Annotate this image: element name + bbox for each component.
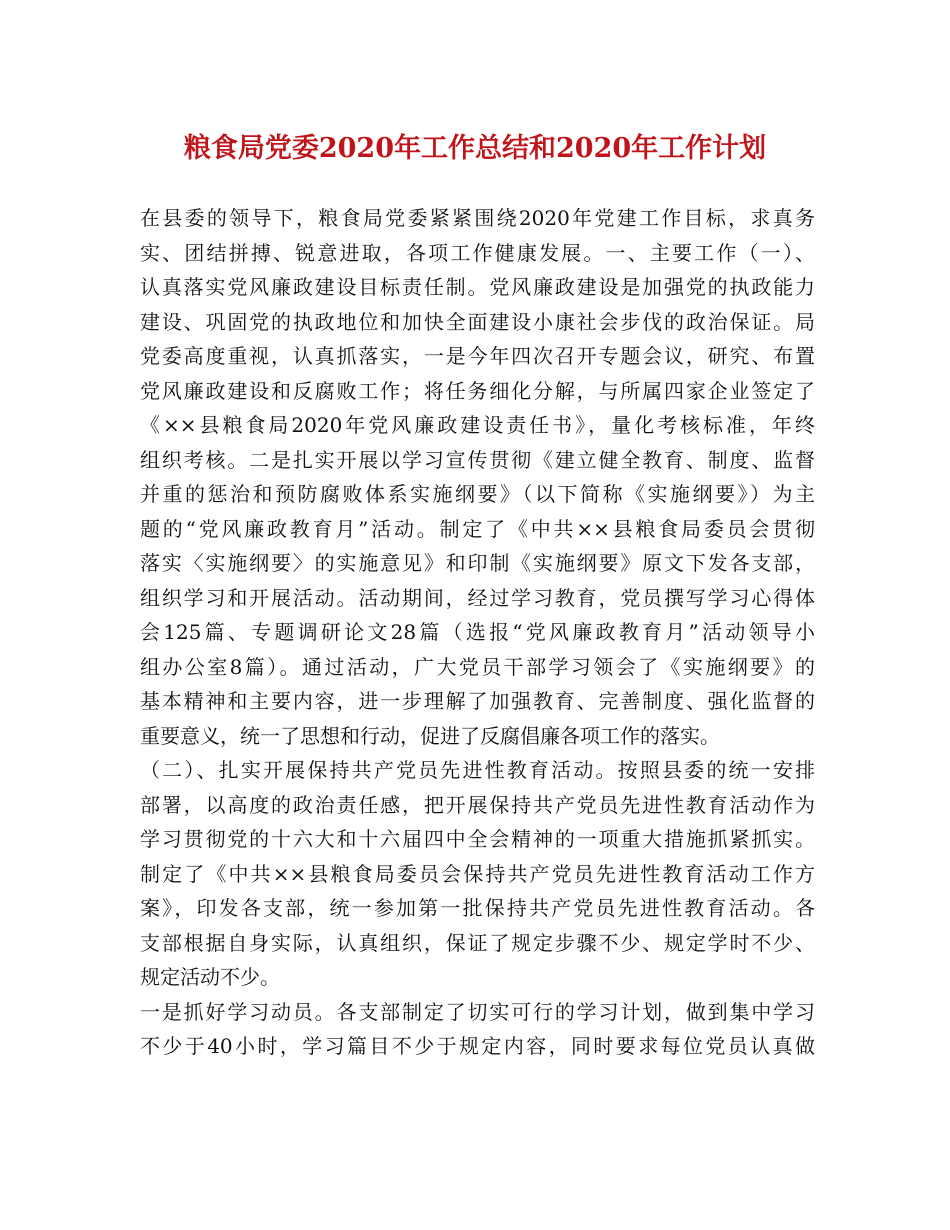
- body-line: 学习贯彻党的十六大和十六届四中全会精神的一项重大措施抓紧抓实。: [140, 827, 815, 851]
- body-line: 实、团结拼搏、锐意进取，各项工作健康发展。一、主要工作（一）、: [140, 240, 815, 265]
- body-line: 落实〈实施纲要〉的实施意见》和印制《实施纲要》原文下发各支部，: [140, 551, 815, 575]
- body-line: 在县委的领导下，粮食局党委紧紧围绕2020年党建工作目标，求真务: [140, 206, 815, 230]
- body-line: 并重的惩治和预防腐败体系实施纲要》（以下简称《实施纲要》）为主: [140, 482, 815, 506]
- body-line: 规定活动不少。: [140, 965, 280, 989]
- body-line: 组织考核。二是扎实开展以学习宣传贯彻《建立健全教育、制度、监督: [140, 447, 815, 472]
- body-line: 《××县粮食局2020年党风廉政建设责任书》，量化考核标准，年终: [140, 413, 815, 437]
- body-line: 会125篇、专题调研论文28篇（选报“党风廉政教育月”活动领导小: [140, 620, 815, 644]
- document-body: [140, 201, 815, 1064]
- body-line: 组办公室8篇）。通过活动，广大党员干部学习领会了《实施纲要》的: [140, 654, 815, 679]
- body-line: 题的“党风廉政教育月”活动。制定了《中共××县粮食局委员会贯彻: [140, 516, 815, 541]
- body-line: 案》，印发各支部，统一参加第一批保持共产党员先进性教育活动。各: [140, 896, 815, 920]
- body-line: 组织学习和开展活动。活动期间，经过学习教育，党员撰写学习心得体: [140, 585, 815, 610]
- body-line: （二）、扎实开展保持共产党员先进性教育活动。按照县委的统一安排: [140, 758, 815, 782]
- body-line: 一是抓好学习动员。各支部制定了切实可行的学习计划，做到集中学习: [140, 999, 815, 1024]
- body-line: 不少于40小时，学习篇目不少于规定内容，同时要求每位党员认真做: [140, 1034, 815, 1058]
- body-line: 建设、巩固党的执政地位和加快全面建设小康社会步伐的政治保证。局: [140, 309, 815, 334]
- body-line: 党委高度重视，认真抓落实，一是今年四次召开专题会议，研究、布置: [140, 344, 815, 368]
- body-line: 党风廉政建设和反腐败工作；将任务细化分解，与所属四家企业签定了: [140, 378, 815, 403]
- body-line: 支部根据自身实际，认真组织，保证了规定步骤不少、规定学时不少、: [140, 930, 815, 955]
- body-line: 认真落实党风廉政建设目标责任制。党风廉政建设是加强党的执政能力: [140, 275, 815, 299]
- body-line: 部署，以高度的政治责任感，把开展保持共产党员先进性教育活动作为: [140, 792, 815, 817]
- body-line: 基本精神和主要内容，进一步理解了加强教育、完善制度、强化监督的: [140, 689, 815, 713]
- body-line: 制定了《中共××县粮食局委员会保持共产党员先进性教育活动工作方: [140, 861, 815, 886]
- document-title: 粮食局党委2020年工作总结和2020年工作计划: [183, 133, 767, 164]
- body-line: 重要意义，统一了思想和行动，促进了反腐倡廉各项工作的落实。: [140, 723, 720, 748]
